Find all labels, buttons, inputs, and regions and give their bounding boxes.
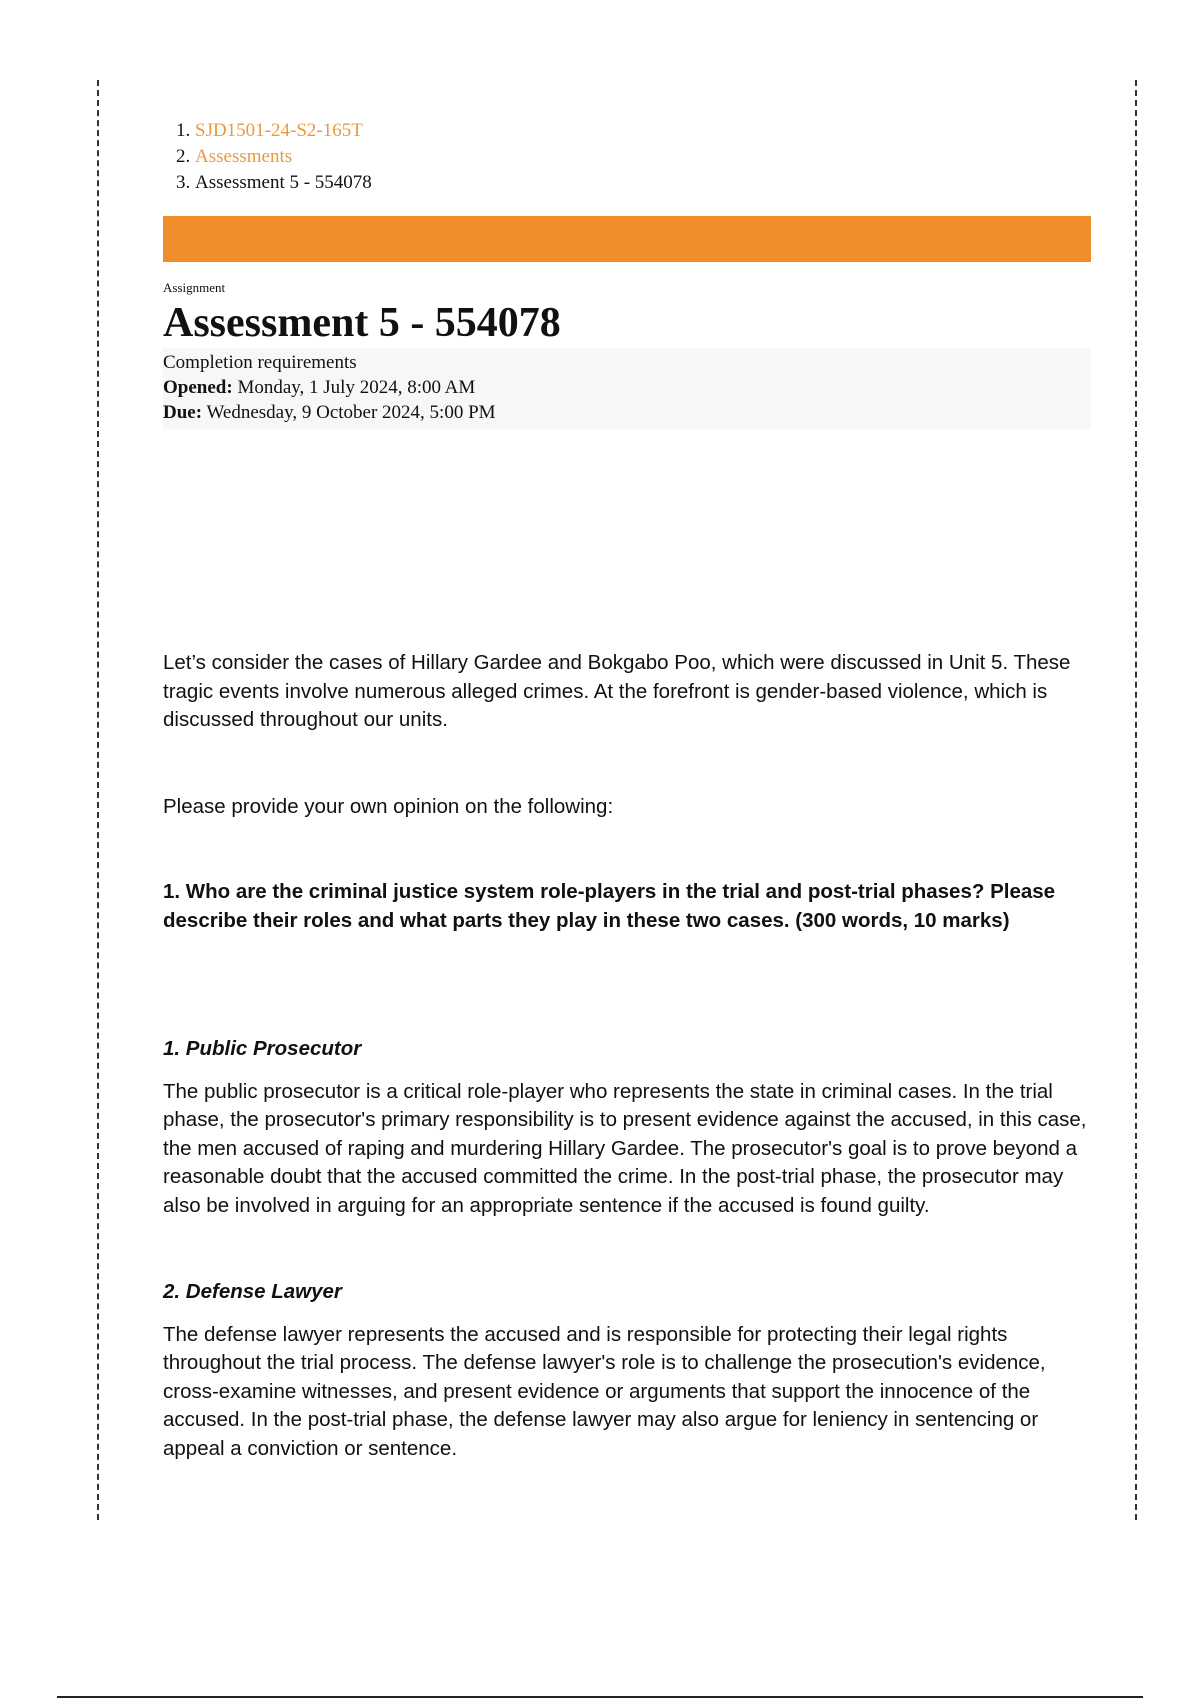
section-text-prosecutor: The public prosecutor is a critical role-player who represents the state in criminal cases. In the trial phase, the prosecutor's primary responsibility is to present evidence against the accused, in this case, the men accused of raping and murdering Hillary Gardee. The prosecutor's goal is to prove beyond a reasonable doubt that the accused committed the crime. In the post-trial phase, the prosecutor may also be involved in arguing for an appropriate sentence if the accused is found guilty. [163, 1079, 1087, 1217]
page-divider [57, 1696, 1143, 1698]
page-content [163, 118, 1091, 1463]
section-text-defense: The defense lawyer represents the accused and is responsible for protecting their legal rights throughout the trial process. The defense lawyer's role is to challenge the prosecution's evidence, cross-examine witnesses, and present evidence or arguments that support the innocence of the accused. In the post-trial phase, the defense lawyer may also argue for leniency in sentencing or appeal a conviction or sentence. [163, 1322, 1046, 1460]
due-date [163, 400, 1091, 425]
breadcrumb-link-assessments[interactable]: Assessments [195, 146, 293, 167]
activity-type-label: Assignment [163, 280, 226, 295]
due-value: Wednesday, 9 October 2024, 5:00 PM [206, 402, 496, 423]
breadcrumb-item-assessments [195, 144, 1091, 170]
breadcrumb-link-course[interactable]: SJD1501-24-S2-165T [195, 120, 363, 141]
page-title: Assessment 5 - 554078 [163, 300, 561, 346]
header-banner [163, 216, 1091, 262]
intro-paragraph: Let’s consider the cases of Hillary Gardee and Bokgabo Poo, which were discussed in Unit 5. These tragic events involve numerous alleged crimes. At the forefront is gender-based violence, which is discussed throughout our units. [163, 651, 1071, 731]
due-label: Due: [163, 402, 203, 423]
opened-date [163, 375, 1091, 400]
opened-value: Monday, 1 July 2024, 8:00 AM [237, 377, 476, 398]
breadcrumb-item-course [195, 118, 1091, 144]
opened-label: Opened: [163, 377, 233, 398]
section-heading-prosecutor: 1. Public Prosecutor [163, 1037, 362, 1060]
question-paragraph: 1. Who are the criminal justice system role-players in the trial and post-trial phases? Please describe their roles and what parts they play in these two cases. (300 words, 10 marks) [163, 880, 1056, 932]
breadcrumb-item-current [195, 170, 1091, 196]
completion-requirements[interactable]: Completion requirements [163, 352, 357, 373]
section-heading-defense: 2. Defense Lawyer [163, 1280, 342, 1303]
assignment-description [163, 649, 1091, 1463]
breadcrumb-current-label: Assessment 5 - 554078 [195, 172, 372, 193]
activity-dates [163, 348, 1091, 429]
prompt-paragraph: Please provide your own opinion on the following: [163, 794, 614, 818]
breadcrumb [163, 118, 1091, 196]
